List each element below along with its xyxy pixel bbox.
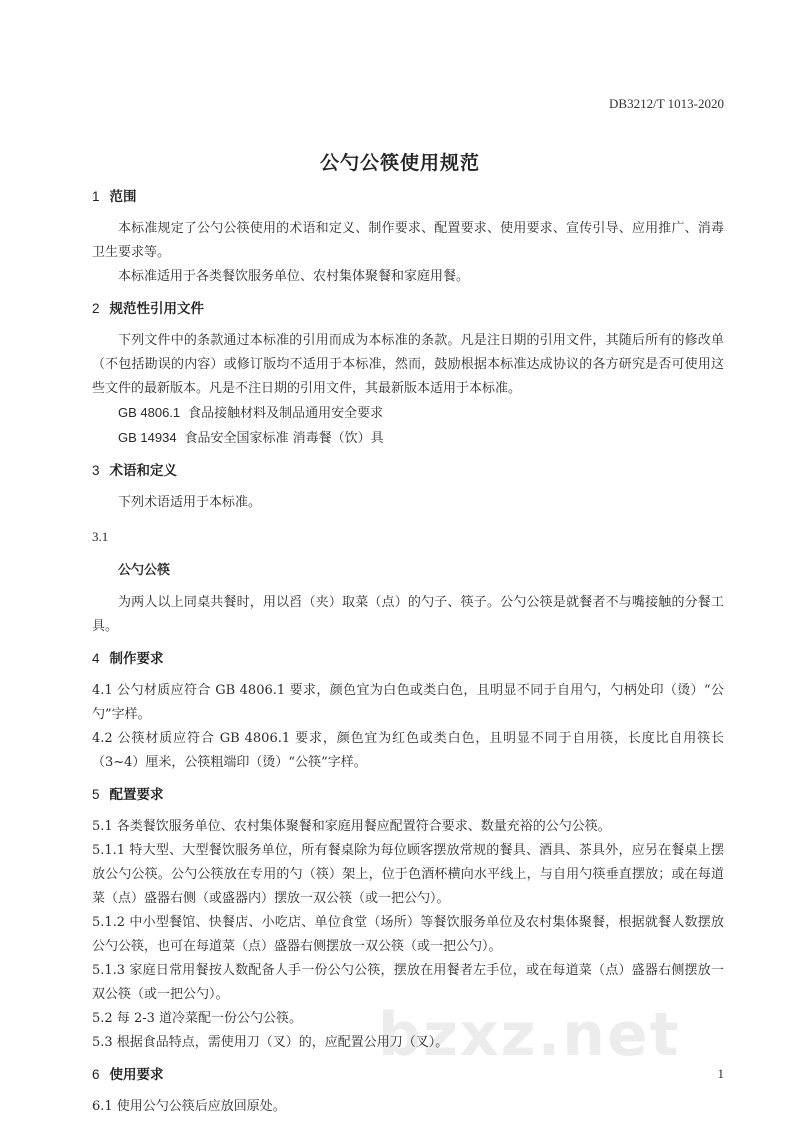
document-body <box>92 185 724 1119</box>
clause: 5.1 各类餐饮服务单位、农村集体聚餐和家庭用餐应配置符合要求、数量充裕的公勺公筷。 <box>92 819 611 834</box>
section-heading: 1 范围 <box>92 189 137 205</box>
document-code: DB3212/T 1013-2020 <box>609 96 724 111</box>
section-heading: 6 使用要求 <box>92 1067 164 1083</box>
term-name: 公勺公筷 <box>118 563 171 578</box>
section-4 <box>92 647 724 775</box>
section-heading: 2 规范性引用文件 <box>92 301 205 317</box>
paragraph: 本标准适用于各类餐饮服务单位、农村集体聚餐和家庭用餐。 <box>118 269 470 284</box>
clause: 4.1 公勺材质应符合 GB 4806.1 要求，颜色宜为白色或类白色，且明显不同于自用勺，勺柄处印（烫）“公勺”字样。 <box>92 683 724 722</box>
paragraph: 下列文件中的条款通过本标准的引用而成为本标准的条款。凡是注日期的引用文件，其随后所有的修改单（不包括勘误的内容）或修订版均不适用于本标准，然而，鼓励根据本标准达成协议的各方研究是否可使用这些文件的最新版本。凡是不注日期的引用文件，其最新版本适用于本标准。 <box>92 333 724 396</box>
reference-item: GB 14934 食品安全国家标准 消毒餐（饮）具 <box>118 430 384 446</box>
clause: 5.1.1 特大型、大型餐饮服务单位，所有餐桌除为每位顾客摆放常规的餐具、酒具、茶具外，应另在餐桌上摆放公勺公筷。公勺公筷放在专用的勺（筷）架上，位于色酒杯横向水平线上，与自用勺筷垂直摆放；或在每道菜（点）盛器右侧（或盛器内）摆放一双公筷（或一把公勺）。 <box>92 843 724 906</box>
section-heading: 4 制作要求 <box>92 651 164 667</box>
section-1 <box>92 185 724 289</box>
term-number: 3.1 <box>92 529 109 544</box>
clause: 5.2 每 2-3 道冷菜配一份公勺公筷。 <box>92 1011 303 1026</box>
section-5 <box>92 783 724 1055</box>
section-2 <box>92 297 724 451</box>
clause: 4.2 公筷材质应符合 GB 4806.1 要求，颜色宜为红色或类白色，且明显不同于自用筷，长度比自用筷长（3~4）厘米，公筷粗端印（烫）“公筷”字样。 <box>92 731 724 770</box>
watermark: bzxz.net <box>378 1000 681 1070</box>
clause: 5.1.3 家庭日常用餐按人数配备人手一份公勺公筷，摆放在用餐者左手位，或在每道菜（点）盛器右侧摆放一双公筷（或一把公勺）。 <box>92 963 724 1002</box>
term-definition: 为两人以上同桌共餐时，用以舀（夹）取菜（点）的勺子、筷子。公勺公筷是就餐者不与嘴接触的分餐工具。 <box>92 595 724 634</box>
clause: 5.1.2 中小型餐馆、快餐店、小吃店、单位食堂（场所）等餐饮服务单位及农村集体聚餐，根据就餐人数摆放公勺公筷，也可在每道菜（点）盛器右侧摆放一双公筷（或一把公勺）。 <box>92 915 724 954</box>
paragraph: 下列术语适用于本标准。 <box>118 495 262 510</box>
document-title: 公勺公筷使用规范 <box>319 152 480 174</box>
reference-item: GB 4806.1 食品接触材料及制品通用安全要求 <box>118 405 384 421</box>
section-heading: 5 配置要求 <box>92 787 164 803</box>
page-number: 1 <box>717 1066 724 1081</box>
clause: 6.1 使用公勺公筷后应放回原处。 <box>92 1099 286 1114</box>
section-6 <box>92 1063 724 1119</box>
section-3 <box>92 459 724 639</box>
section-heading: 3 术语和定义 <box>92 463 178 479</box>
paragraph: 本标准规定了公勺公筷使用的术语和定义、制作要求、配置要求、使用要求、宣传引导、应用推广、消毒卫生要求等。 <box>92 221 724 260</box>
clause: 5.3 根据食品特点，需使用刀（叉）的，应配置公用刀（叉）。 <box>92 1035 449 1050</box>
